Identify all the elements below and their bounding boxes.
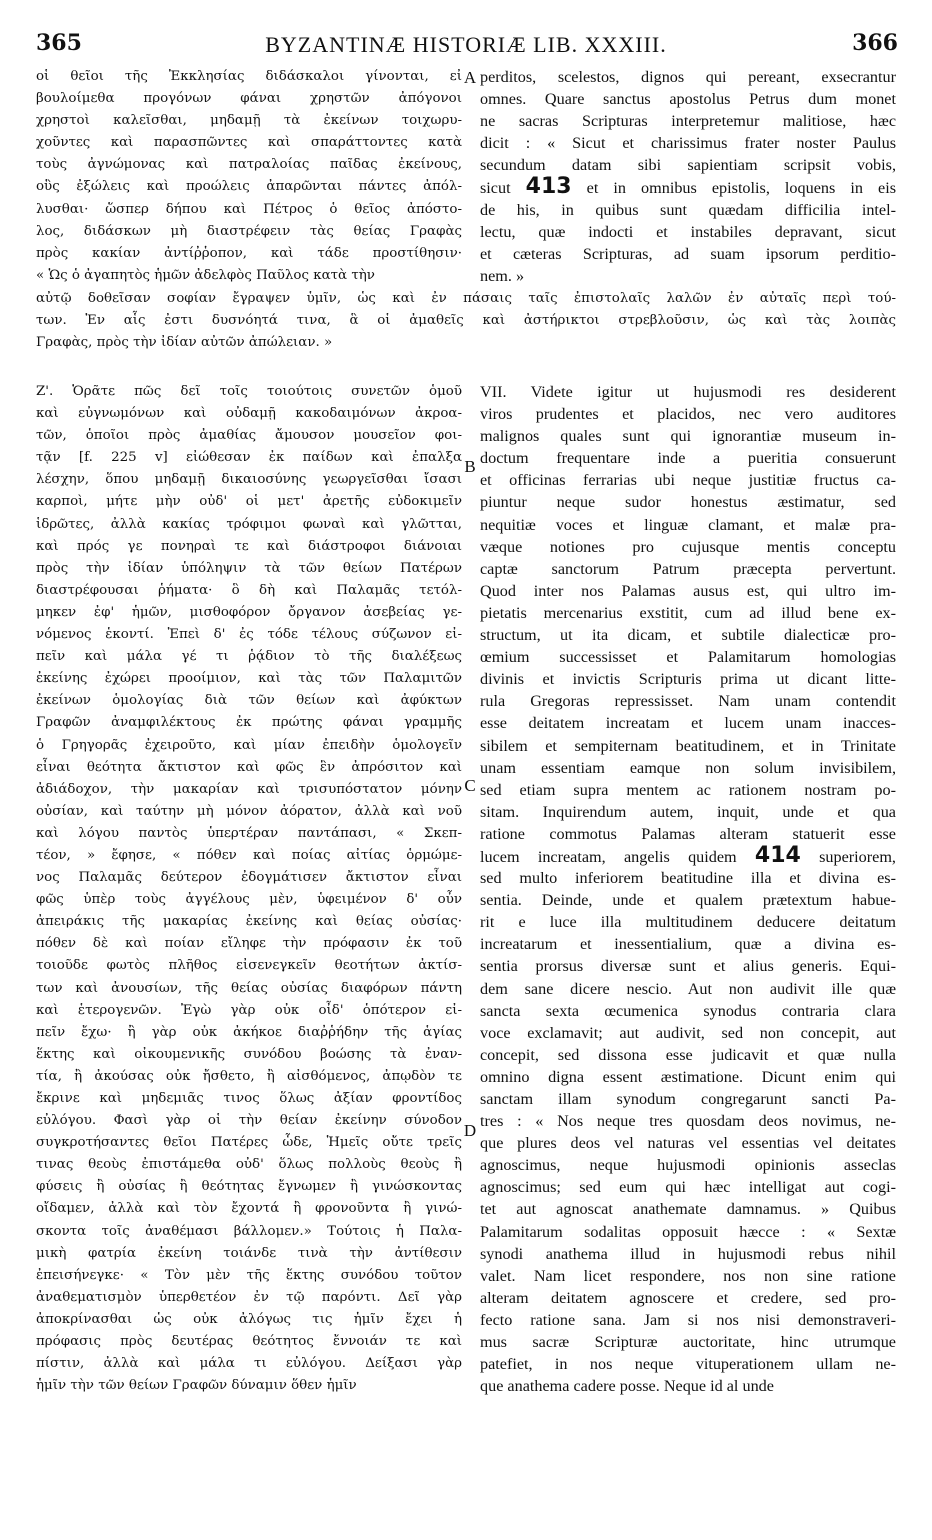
greek-text-line: καὶ πρός γε πονηραὶ τε καὶ διάστροφοι διάνοιαι — [36, 538, 462, 554]
greek-text-line: πρὸς κακίαν ἀντίῤῥοπον, καὶ τάδε προστίθησιν· — [36, 245, 462, 261]
latin-text-line: voce exclamavit; aut audivit, sed non concepit, aut — [480, 1023, 896, 1042]
greek-text-line: οὐσίαν, καὶ ταύτην μὴ μόνον ἀόρατον, ἀλλὰ καὶ νοῦ — [36, 803, 462, 819]
latin-text-line: concepit, sed dissona esse judicavit et quæ nulla — [480, 1045, 896, 1064]
latin-text-line: nem. » — [480, 266, 525, 285]
latin-text-line: omnino digna essent æstimatione. Dicunt enim qui — [480, 1067, 896, 1086]
latin-column-top — [480, 66, 896, 288]
latin-text-line: pietatis mercenarius exstitit, cum ad illud bene ex- — [480, 603, 896, 622]
latin-text-line: Quod inter nos Palamas ausus est, qui ultro im- — [480, 581, 896, 600]
latin-text-line: omnes. Quare sanctus apostolus Petrus dum monet — [480, 90, 896, 109]
greek-text-line: οὓς ἐξώλεις καὶ προώλεις ἀπαρῶνται πάντες ἀπόλ- — [36, 179, 462, 195]
greek-text-line: μηκεν ἐφ' ἡμῶν, μισθοφόρον ὄργανον ἀσεβείας γε- — [36, 604, 462, 620]
latin-text-line: de his, in quibus sunt quædam difficilia intel- — [480, 200, 896, 219]
margin-letter-d: D — [463, 1121, 477, 1140]
greek-text-line: χρηστοὶ καλεῖσθαι, μηδαμῇ τὰ ἐκείνων τοιχωρυ- — [36, 113, 462, 129]
margin-letter-c: C — [464, 776, 476, 795]
latin-text-line: sed etiam supra mentem ac rationem nostram po- — [480, 780, 896, 799]
greek-text-line: διαστρέφουσαι ῥήματα· ὃ δὴ καὶ Παλαμᾶς τετόλ- — [36, 582, 462, 598]
greek-text-line: τῶν, ὁποῖοι πρὸς ἀμαθίας ἄμουσον μουσεῖον φοι- — [36, 428, 462, 444]
latin-text-line: fecto ratione sana. Jam si nos nisi demonstraveri- — [480, 1310, 896, 1329]
latin-text-line: secundum datam sibi sapientiam scripsit vobis, — [480, 156, 896, 175]
latin-text-line: doctum frequentare inde a pueritia consuerunt — [480, 449, 896, 468]
latin-text-line: tres : « Nos neque tres quosdam deos novimus, ne- — [480, 1112, 896, 1131]
greek-column-main — [36, 381, 462, 1511]
greek-text-line: ἀποκρίνασθαι ὡς οὐκ ἀλόγως τις ἡμῖν ἔχει ἡ — [36, 1311, 462, 1327]
latin-text-line: unam essentiam eamque non solum invisibilem, — [480, 758, 896, 777]
greek-text-line: των. Ἐν αἷς ἐστι δυσνόητά τινα, ἃ οἱ ἀμαθεῖς καὶ ἀστήρικτοι στρεβλοῦσιν, ὡς καὶ τὰς λοιπὰς — [36, 313, 896, 329]
greek-text-line: ἀπειράκις τῆς μακαρίας ἐκείνης καὶ θείας οὐσίας· — [36, 914, 462, 930]
folio-number: 413 — [525, 176, 572, 199]
latin-text-line: VII. Videte igitur ut hujusmodi res desiderent — [480, 383, 896, 401]
latin-text-line: sibilem et sempiternam beatitudinem, et in Trinitate — [480, 736, 896, 755]
greek-text-line: των καὶ ἀνουσίων, τῆς θείας οὐσίας διαφόρων πάντη — [36, 980, 462, 996]
greek-column-top — [36, 66, 462, 288]
greek-text-line: τινας θεοὺς ἐπιστάμεθα οὐδ' ὅλως πολλοὺς θεοὺς ἢ — [36, 1157, 462, 1173]
greek-text-line: φύσεις ἢ οὐσίας ἢ θεότητας ἔγνωμεν ἢ γινώσκοντας — [36, 1179, 462, 1195]
latin-column-main — [480, 381, 896, 1511]
latin-text-line: alteram deitatem agnoscere et credere, sed pro- — [480, 1288, 896, 1307]
latin-text-line: rula Gregoras repressisset. Nam unam contendit — [480, 692, 896, 711]
page-number-right: 366 — [852, 30, 898, 56]
greek-text-line: ἔκρινε καὶ μηδεμιᾶς τινος ὅλως ἀξίαν φροντίδος — [36, 1091, 462, 1106]
greek-text-line: αὐτῷ δοθεῖσαν σοφίαν ἔγραψεν ὑμῖν, ὡς καὶ ἐν πάσαις ταῖς ἐπιστολαῖς λαλῶν ἐν αὐταῖς περὶ τού- — [36, 291, 896, 306]
latin-text-line: malignos quales sunt qui ignorantiæ museum in- — [480, 427, 896, 446]
latin-text-line: væque notiones pro cujusque mentis conceptu — [480, 537, 896, 556]
greek-text-line: καὶ λόγου παντὸς ὑπερτέραν παντάπασι, « Σκεπ- — [36, 825, 462, 841]
latin-text-line: œmium successisset et Palamitarum homologias — [480, 648, 896, 667]
greek-text-line: οἱ θεῖοι τῆς Ἐκκλησίας διδάσκαλοι γίνονται, εἰ — [36, 69, 462, 84]
latin-text-line: valet. Nam licet respondere, nos non sine ratione — [480, 1266, 896, 1285]
greek-text-line: οἴδαμεν, ἀλλὰ καὶ τὸν ἔχοντά ἢ φρονοῦντα ἢ γινώ- — [36, 1201, 462, 1217]
latin-text-line: dem sane dicere nescio. Aut non audivit ille quæ — [480, 979, 896, 998]
latin-text-line: que plures deos vel naturas vel essentias vel deitates — [480, 1134, 896, 1153]
greek-text-line: πόθεν δὲ καὶ ποίαν εἴληφε τὴν πρόφασιν ἐκ τοῦ — [36, 936, 462, 952]
greek-text-line: τοὺς ἀγνώμονας καὶ πατραλοίας παῖδας ἐκείνους, — [36, 157, 462, 173]
margin-letter-a: A — [463, 68, 477, 87]
latin-text-line: mus sacræ Scripturæ auctoritate, hinc utrumque — [480, 1333, 896, 1352]
greek-text-line: πίστιν, ἀλλὰ καὶ μάλα τι εὐλόγου. Δείξασι γὰρ — [36, 1356, 462, 1372]
greek-text-line: νος Παλαμᾶς δεύτερον ἐδογμάτισεν ἄκτιστον εἶναι — [36, 870, 462, 886]
greek-text-line: ἡμῖν τὴν τῶν θείων Γραφῶν δύναμιν ὅθεν ἡμῖν — [36, 1378, 357, 1394]
latin-text-line: sitam. Inquirendum autem, inquit, unde et qua — [480, 802, 896, 821]
greek-text-line: σκοντα τοῖς ἀναθέμασι βάλλομεν.» Τούτοις ἡ Παλα- — [36, 1223, 462, 1239]
latin-text-line: dicit : « Sicut et charissimus frater noster Paulus — [480, 134, 896, 153]
latin-text-line: sentia prorsus diversæ sunt et alius generis. Equi- — [480, 957, 896, 976]
greek-text-line: καρποὶ, μήτε μὴν οὐδ' οἱ μετ' ἀρετῆς εὐδοκιμεῖν — [36, 494, 462, 510]
greek-text-line: λέσχην, ὅπου μηδαμῇ δικαιοσύνης γεωργεῖσθαι ἴσασι — [36, 472, 462, 488]
greek-text-line: ἕκτης καὶ οἰκουμενικῆς συνόδου βοώσης τὰ ἐναν- — [36, 1046, 462, 1062]
greek-text-line: τία, ἢ ἀκούσας οὐκ ἤσθετο, ἢ αἰσθόμενος, ἀπῳδὸν τε — [36, 1068, 462, 1084]
latin-text-line: agnoscimus, neque hujusmodi opinionis asseclas — [480, 1156, 896, 1175]
latin-text-line: tet aut agnoscat anathemate damnamus. » Quibus — [480, 1200, 896, 1219]
greek-text-line: ὁ Γρηγορᾶς ἐχειροῦτο, καὶ μίαν ἐπειδὴν ὁμολογεῖν — [36, 737, 462, 753]
greek-full-width-passage — [36, 288, 896, 378]
greek-text-line: μικὴ φατρία ἐκείνη τοιάνδε τινὰ τὴν ἀντίθεσιν — [36, 1245, 462, 1261]
greek-text-line: ἀδιάδοχον, τὴν μακαρίαν καὶ τρισυπόστατον μόνην — [36, 781, 462, 797]
latin-text-line: structum, ut ita dicam, et subtile dialecticæ pro- — [480, 626, 896, 645]
latin-text-line: piuntur neque sudor honestus æstimatur, sed — [480, 493, 896, 512]
margin-letter-b: B — [464, 457, 476, 476]
greek-text-line: πεῖν ἔχω· ἢ γὰρ οὐκ ἀκήκοε διαῤῥήδην τῆς ἁγίας — [36, 1024, 462, 1040]
greek-text-line: φῶς ὑπὲρ τοὺς ἀγγέλους μὲν, ὑφειμένον δ' οὖν — [36, 892, 462, 908]
greek-text-line: εἶναι θεότητα ἄκτιστον καὶ φῶς ἓν ἀπρόσιτον καὶ — [36, 759, 462, 775]
greek-text-line: ἐκείνης ἐχώρει προοίμιον, καὶ τὰς τῶν Παλαμιτῶν — [36, 671, 462, 687]
running-title: BYZANTINÆ HISTORIÆ LIB. XXXIII. — [265, 32, 667, 57]
latin-text-line: lucem increatam, angelis quidem 414 superiorem, — [480, 844, 896, 868]
latin-text-line: et cæteras Scripturas, ad suam ipsorum perditio- — [480, 244, 896, 263]
folio-number: 414 — [754, 844, 801, 868]
latin-text-line: et officinas ferrarias ubi neque justitiæ fructus ca- — [480, 471, 896, 490]
latin-text-line: divinis et invictis Scripturis prima ut dicant litte- — [480, 670, 896, 689]
latin-text-line: increatarum et inessentialium, quæ a divina es- — [480, 935, 896, 954]
greek-text-line: βουλοίμεθα προγόνων φάναι χρηστῶν ἀπόγονοι — [36, 91, 462, 107]
latin-text-line: esse deitatem increatam et lucem unam inacces- — [480, 714, 896, 733]
latin-text-line: agnoscimus; sed eum qui hæc intelligat aut cogi- — [480, 1178, 896, 1197]
latin-text-line: ratione commotus Palamas alteram statuerit esse — [480, 824, 896, 843]
greek-text-line: ἱδρῶτες, ἀλλὰ κακίας τρόφιμοι φωναὶ καὶ γλῶτται, — [36, 516, 462, 532]
greek-text-line: λος, διδάσκων μὴ διαστρέφειν τὰς θείας Γραφὰς — [36, 223, 462, 239]
latin-text-line: sentia. Deinde, unde et qualem prætextum habue- — [480, 891, 896, 910]
greek-text-line: νόμενος ἑκοντί. Ἐπεὶ δ' ἐς τόδε τέλους σύζωνον εἰ- — [36, 627, 462, 643]
greek-text-line: Ζ'. Ὁρᾶτε πῶς δεῖ τοῖς τοιούτοις συνετῶν ὁμοῦ — [36, 384, 462, 399]
greek-text-line: τᾷν [f. 225 v] εἰώθεσαν ἐκ παίδων καὶ ἐπαλξα — [36, 450, 462, 466]
page-header — [30, 30, 902, 62]
latin-text-line: perditos, scelestos, dignos qui pereant, exsecrantur — [480, 68, 896, 86]
greek-text-line: πεῖν καὶ μάλα γέ τι ῥᾴδιον τὸ τῆς διαλέξεως — [36, 649, 462, 665]
page-number-left: 365 — [36, 30, 82, 56]
greek-text-line: πρόφασις πρὸς δευτέρας θεότητος ἔννοιάν τε καὶ — [36, 1334, 462, 1350]
latin-text-line: sanctam illam synodum congregarunt sancti Pa- — [480, 1090, 896, 1108]
greek-text-line: εὐλόγου. Φασὶ γὰρ οἱ τὴν θείαν ἐκείνην σύνοδον — [36, 1113, 462, 1129]
latin-text-line: patefiet, in nos neque vituperationem ullam ne- — [480, 1355, 896, 1374]
greek-text-line: συγκροτήσαντες θεῖοι Πατέρες ὧδε, Ἡμεῖς οὔτε τρεῖς — [36, 1135, 462, 1151]
greek-text-line: Γραφὰς, πρὸς τὴν ἰδίαν αὐτῶν ἀπώλειαν. » — [36, 335, 333, 351]
latin-text-line: sancta sexta œcumenica synodus contraria clara — [480, 1001, 896, 1020]
latin-text-line: sed multo inferiorem beatitudine illa et divina es- — [480, 869, 896, 888]
latin-text-line: Palamitarum sodalitas opposuit hæcce : « Sextæ — [480, 1222, 896, 1241]
greek-text-line: ἀναθεματισμὸν ὑπερθετέον ἐν τῷ παρόντι. Δεῖ γὰρ — [36, 1289, 462, 1305]
greek-text-line: καὶ ἑτερογενῶν. Ἐγὼ γὰρ οὐκ οἶδ' ὁπότερον εἰ- — [36, 1002, 462, 1018]
greek-text-line: καὶ εὐγνωμόνων καὶ οὐδαμῇ κακοδαιμόνων ἀκροα- — [36, 406, 462, 422]
greek-text-line: τοιοῦδε φωτὸς πλῆθος εἰσενεγκεῖν θεοτήτων ἀκτίσ- — [36, 958, 462, 974]
latin-text-line: synodi anathema illud in hujusmodi rebus nihil — [480, 1244, 896, 1263]
latin-text-line: viros prudentes et placidos, nec vero auditores — [480, 405, 896, 424]
latin-text-line: captæ sanctorum Patrum præcepta pervertunt. — [480, 559, 896, 578]
greek-text-line: λυσθαι· ὥσπερ δήπου καὶ Πέτρος ὁ θεῖος ἀπόστο- — [36, 201, 462, 217]
greek-text-line: τέον, » ἔφησε, « πόθεν καὶ ποίας αἰτίας ὁρμώμε- — [36, 847, 462, 863]
latin-text-line: sicut 413 et in omnibus epistolis, loquens in eis — [480, 176, 896, 199]
greek-text-line: ἐκείνων ὁμολογίας διὰ τῶν θείων καὶ ἀφύκτων — [36, 693, 462, 709]
latin-text-line: lectu, quæ indocti et instabiles depravant, sicut — [480, 222, 896, 241]
greek-text-line: « Ὡς ὁ ἀγαπητὸς ἡμῶν ἀδελφὸς Παῦλος κατὰ τὴν — [36, 267, 375, 283]
greek-text-line: ἐπεισήνεγκε· « Τὸν μὲν τῆς ἕκτης συνόδου τοῦτον — [36, 1267, 462, 1283]
latin-text-line: rit e luce illa multitudinem deducere deitatum — [480, 913, 896, 932]
latin-text-line: nequitiæ voces et linguæ clamant, et malæ pra- — [480, 515, 896, 534]
greek-text-line: χοῦντες καὶ παρασπῶντες καὶ σπαράττοντες κατὰ — [36, 135, 462, 151]
latin-text-line: que anathema cadere posse. Neque id al unde — [480, 1377, 774, 1396]
latin-text-line: ne sacras Scripturas interpretemur malitiose, hæc — [480, 112, 896, 131]
greek-text-line: πρὸς τὴν ἰδίαν ὑπόληψιν τὰ τῶν θείων Πατέρων — [36, 560, 462, 576]
greek-text-line: Γραφῶν ἀναμφιλέκτους ἐκ πρώτης φάναι γραμμῆς — [36, 715, 462, 731]
